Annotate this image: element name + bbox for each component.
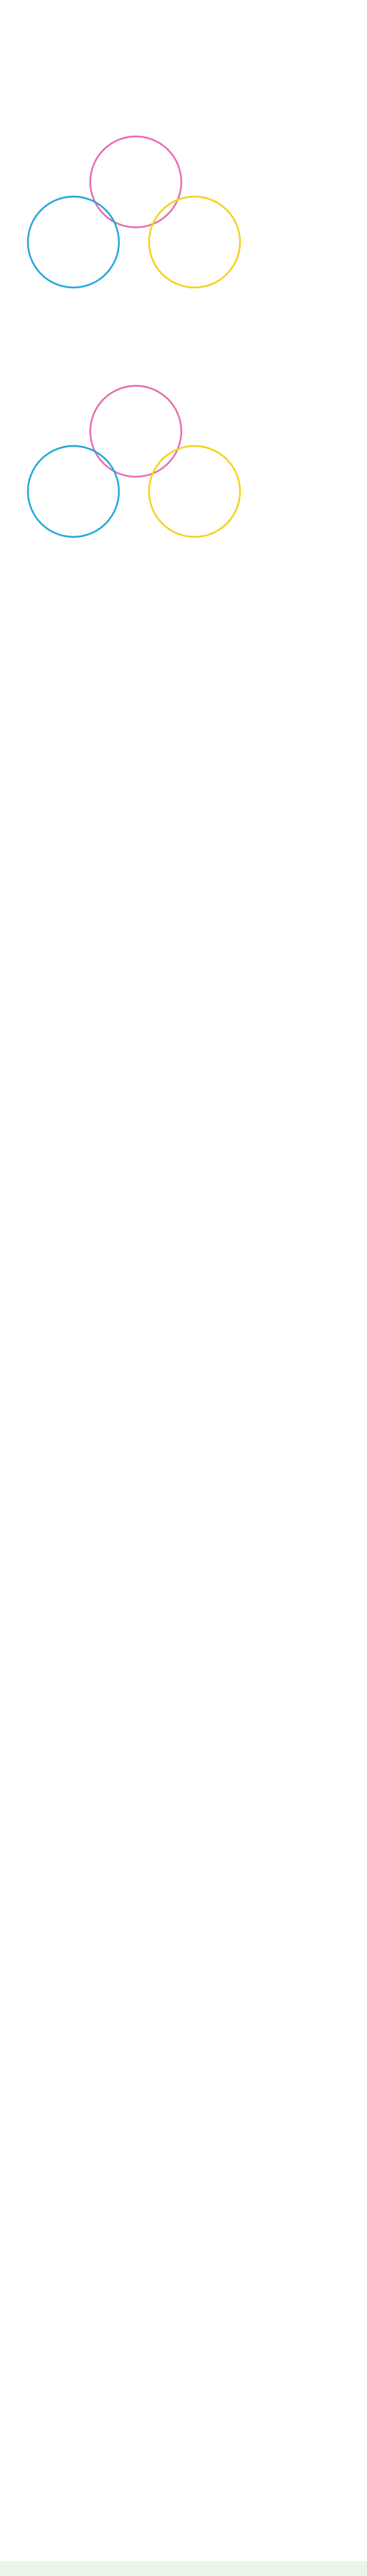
answer-box	[0, 2561, 367, 2576]
venn-diagram-basic	[0, 132, 367, 290]
venn-diagram-regions	[0, 381, 367, 539]
